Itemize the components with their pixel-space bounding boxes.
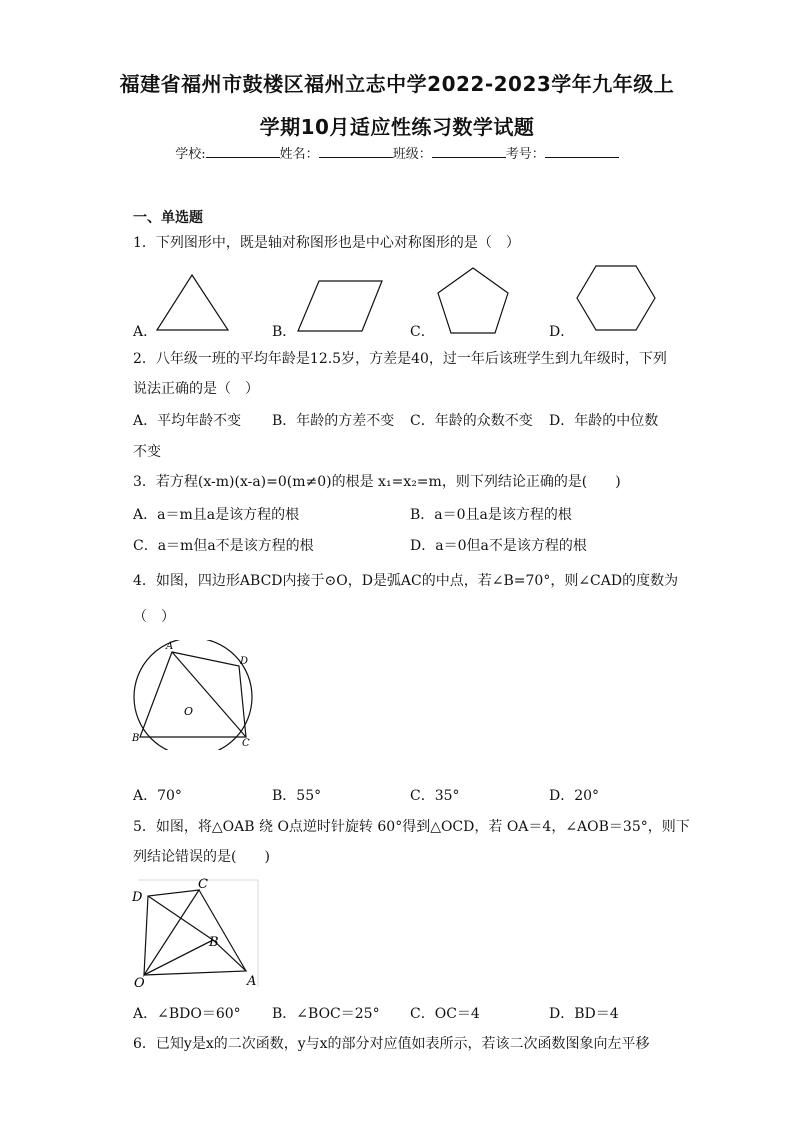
school-blank[interactable] — [206, 145, 280, 158]
q4-figure-circle — [128, 640, 263, 750]
q2-option-b[interactable]: B．年龄的方差不变 — [272, 413, 395, 429]
q4-stem-line-1: 4．如图，四边形ABCD内接于⊙O，D是弧AC的中点，若∠B=70°，则∠CAD的度数为 — [133, 573, 679, 589]
q3-option-d[interactable]: D．a＝0但a不是该方程的根 — [410, 538, 587, 554]
q4-option-b[interactable]: B．55° — [272, 788, 322, 804]
q5-label-c: C — [198, 877, 208, 892]
name-blank[interactable] — [319, 145, 393, 158]
q1-stem: 1．下列图形中，既是轴对称图形也是中心对称图形的是（ ） — [133, 235, 520, 251]
q2-option-a[interactable]: A．平均年龄不变 — [133, 413, 242, 429]
q1-option-b[interactable]: B． — [272, 324, 297, 340]
title-line-1: 福建省福州市鼓楼区福州立志中学2022-2023学年九年级上 — [119, 72, 675, 96]
title-line-2: 学期10月适应性练习数学试题 — [259, 115, 535, 139]
q5-stem-line-1: 5．如图，将△OAB 绕 O点逆时针旋转 60°得到△OCD，若 OA＝4，∠AOB＝35°，则下 — [133, 819, 690, 835]
q3-stem: 3．若方程(x-m)(x-a)=0(m≠0)的根是 x₁=x₂=m，则下列结论正确的是( ) — [133, 474, 621, 490]
q1-option-a[interactable]: A． — [133, 324, 158, 340]
q5-option-d[interactable]: D．BD＝4 — [549, 1006, 619, 1022]
q2-option-c[interactable]: C．年龄的众数不变 — [410, 413, 533, 429]
q4-option-c[interactable]: C．35° — [410, 788, 460, 804]
q1-figure-triangle — [150, 270, 240, 334]
student-info-row — [0, 143, 794, 162]
q1-figure-pentagon — [430, 262, 516, 340]
q3-option-c[interactable]: C．a＝m但a不是该方程的根 — [133, 538, 314, 554]
q2-option-d-continued: 不变 — [133, 444, 161, 460]
q4-label-a: A — [166, 641, 174, 652]
exam-number-blank[interactable] — [545, 145, 619, 158]
q5-label-a: A — [247, 974, 257, 989]
q5-label-b: B — [209, 935, 219, 950]
q5-segment-ob — [144, 940, 213, 975]
q5-triangle-ocd — [144, 890, 199, 975]
q3-option-a[interactable]: A．a＝m且a是该方程的根 — [133, 507, 300, 523]
q5-stem-line-2: 列结论错误的是( ) — [133, 849, 270, 865]
school-label: 学校: — [175, 147, 206, 162]
q4-label-o: O — [184, 705, 194, 718]
q1-option-d[interactable]: D． — [549, 324, 575, 340]
q1-figure-hexagon — [574, 260, 660, 338]
q2-stem-line-1: 2．八年级一班的平均年龄是12.5岁，方差是40，过一年后该班学生到九年级时，下列 — [133, 351, 667, 367]
q3-option-b[interactable]: B．a＝0且a是该方程的根 — [410, 507, 572, 523]
q5-figure-rotation — [130, 875, 262, 990]
q4-label-b: B — [132, 733, 140, 744]
q6-stem: 6．已知y是x的二次函数，y与x的部分对应值如表所示，若该二次函数图象向左平移 — [133, 1036, 650, 1052]
q2-option-d[interactable]: D．年龄的中位数 — [549, 413, 659, 429]
q5-option-c[interactable]: C．OC＝4 — [410, 1006, 480, 1022]
q4-option-d[interactable]: D．20° — [549, 788, 600, 804]
q5-segment-db — [148, 896, 213, 940]
q5-segment-ca — [199, 890, 246, 971]
q4-quadrilateral-abcd — [140, 652, 249, 737]
name-label: 姓名： — [279, 147, 319, 162]
q5-label-d: D — [132, 890, 143, 905]
class-label: 班级： — [392, 147, 432, 162]
q1-figure-parallelogram — [292, 278, 392, 336]
q5-option-a[interactable]: A．∠BDO＝60° — [133, 1006, 241, 1022]
q1-option-c[interactable]: C． — [410, 324, 435, 340]
q4-label-d: D — [240, 656, 249, 667]
q5-label-o: O — [134, 976, 145, 990]
q4-stem-line-2: （ ） — [133, 609, 175, 625]
q4-label-c: C — [242, 738, 250, 749]
class-blank[interactable] — [432, 145, 506, 158]
q4-option-a[interactable]: A．70° — [133, 788, 182, 804]
section-heading: 一、单选题 — [133, 210, 203, 226]
q2-stem-line-2: 说法正确的是（ ） — [133, 381, 259, 397]
exam-number-label: 考号： — [505, 147, 545, 162]
q5-option-b[interactable]: B．∠BOC＝25° — [272, 1006, 380, 1022]
